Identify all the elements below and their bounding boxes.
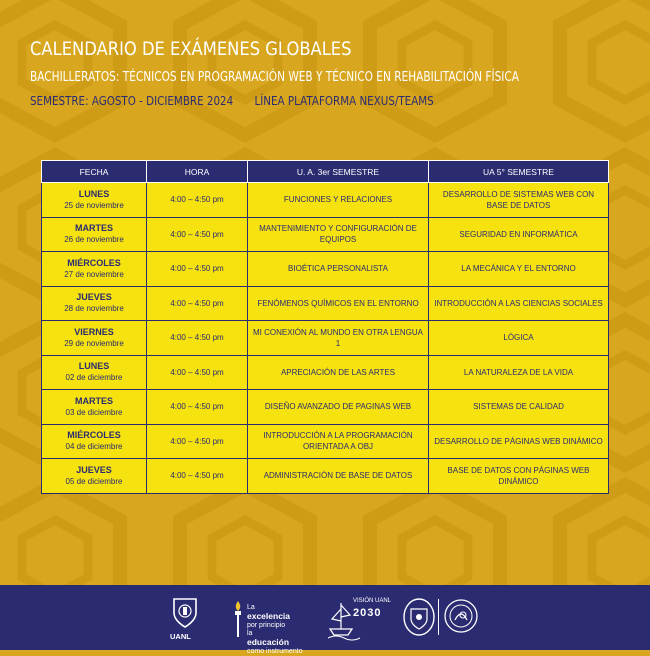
date-label: 29 de noviembre xyxy=(64,338,124,348)
day-label: JUEVES xyxy=(76,292,112,303)
logo-divider xyxy=(438,599,439,635)
time-cell: 4:00 – 4:50 pm xyxy=(147,390,248,425)
ua5-cell: SISTEMAS DE CALIDAD xyxy=(429,390,609,425)
vision-year: 2030 xyxy=(353,607,382,619)
institution-seal-icon xyxy=(402,597,436,637)
time-cell: 4:00 – 4:50 pm xyxy=(147,355,248,390)
motto-line: excelencia xyxy=(247,611,291,621)
date-cell xyxy=(42,424,147,459)
table-header-row xyxy=(42,161,609,183)
table-row xyxy=(42,252,609,287)
motto-line: por principio xyxy=(247,622,286,629)
date-cell xyxy=(42,252,147,287)
date-cell xyxy=(42,390,147,425)
day-label: VIERNES xyxy=(74,326,114,337)
motto-line: como instrumento xyxy=(247,648,303,655)
time-cell: 4:00 – 4:50 pm xyxy=(147,286,248,321)
page-subtitle: BACHILLERATOS: TÉCNICOS EN PROGRAMACIÓN WEB Y TÉCNICO EN REHABILITACIÓN FÍSICA xyxy=(30,70,519,85)
motto-line: La xyxy=(247,604,255,611)
date-label: 25 de noviembre xyxy=(64,200,124,210)
time-cell: 4:00 – 4:50 pm xyxy=(147,252,248,287)
time-cell: 4:00 – 4:50 pm xyxy=(147,183,248,218)
header-fecha: FECHA xyxy=(42,161,147,183)
day-label: MIÉRCOLES xyxy=(67,257,121,268)
ua5-cell: LA MECÁNICA Y EL ENTORNO xyxy=(429,252,609,287)
time-cell: 4:00 – 4:50 pm xyxy=(147,217,248,252)
torch-icon xyxy=(232,599,244,639)
header-ua-5-semestre: UA 5° SEMESTRE xyxy=(429,161,609,183)
ua5-cell: SEGURIDAD EN INFORMÁTICA xyxy=(429,217,609,252)
day-label: JUEVES xyxy=(76,464,112,475)
ua3-cell: APRECIACIÓN DE LAS ARTES xyxy=(248,355,429,390)
date-cell xyxy=(42,321,147,356)
day-label: MARTES xyxy=(75,223,113,234)
time-cell: 4:00 – 4:50 pm xyxy=(147,321,248,356)
motto-line: la xyxy=(247,630,253,637)
ua3-cell: MANTENIMIENTO Y CONFIGURACIÓN DE EQUIPOS xyxy=(248,217,429,252)
time-cell: 4:00 – 4:50 pm xyxy=(147,459,248,494)
exam-schedule-table xyxy=(41,160,609,494)
school-circle-icon xyxy=(443,598,479,634)
date-label: 27 de noviembre xyxy=(64,269,124,279)
date-cell xyxy=(42,286,147,321)
table-row xyxy=(42,390,609,425)
ua3-cell: FENÓMENOS QUÍMICOS EN EL ENTORNO xyxy=(248,286,429,321)
ua5-cell: DESARROLLO DE SISTEMAS WEB CON BASE DE DATOS xyxy=(429,183,609,218)
header-ua-3er-semestre: U. A. 3er SEMESTRE xyxy=(248,161,429,183)
semester-line xyxy=(30,93,531,108)
ua3-cell: ADMINISTRACIÓN DE BASE DE DATOS xyxy=(248,459,429,494)
ua3-cell: MI CONEXIÓN AL MUNDO EN OTRA LENGUA 1 xyxy=(248,321,429,356)
uanl-shield-icon xyxy=(172,597,198,629)
table-row xyxy=(42,217,609,252)
date-label: 02 de diciembre xyxy=(65,373,123,383)
semester-label: SEMESTRE: AGOSTO - DICIEMBRE 2024 xyxy=(30,93,234,108)
date-label: 05 de diciembre xyxy=(65,476,123,486)
ua3-cell: FUNCIONES Y RELACIONES xyxy=(248,183,429,218)
uanl-motto xyxy=(247,604,303,656)
ua3-cell: DISEÑO AVANZADO DE PAGINAS WEB xyxy=(248,390,429,425)
date-cell xyxy=(42,183,147,218)
footer-logo-bar xyxy=(0,585,650,655)
date-label: 03 de diciembre xyxy=(65,407,123,417)
date-label: 04 de diciembre xyxy=(65,442,123,452)
ua5-cell: BASE DE DATOS CON PÁGINAS WEB DINÁMICO xyxy=(429,459,609,494)
table-row xyxy=(42,286,609,321)
time-cell: 4:00 – 4:50 pm xyxy=(147,424,248,459)
ua3-cell: BIOÉTICA PERSONALISTA xyxy=(248,252,429,287)
date-label: 28 de noviembre xyxy=(64,304,124,314)
table-row xyxy=(42,459,609,494)
platform-label: LÍNEA PLATAFORMA NEXUS/TEAMS xyxy=(254,93,434,108)
day-label: LUNES xyxy=(78,361,110,372)
motto-line: educación xyxy=(247,637,290,647)
table-row xyxy=(42,321,609,356)
date-cell xyxy=(42,217,147,252)
ua5-cell: DESARROLLO DE PÁGINAS WEB DINÁMICO xyxy=(429,424,609,459)
table-row xyxy=(42,424,609,459)
ua3-cell: INTRODUCCIÓN A LA PROGRAMACIÓN ORIENTADA A OBJ xyxy=(248,424,429,459)
date-cell xyxy=(42,459,147,494)
ua5-cell: LA NATURALEZA DE LA VIDA xyxy=(429,355,609,390)
table-row xyxy=(42,183,609,218)
day-label: MIÉRCOLES xyxy=(67,430,121,441)
date-label: 26 de noviembre xyxy=(64,235,124,245)
table-row xyxy=(42,355,609,390)
ua5-cell: INTRODUCCIÓN A LAS CIENCIAS SOCIALES xyxy=(429,286,609,321)
ua5-cell: LÓGICA xyxy=(429,321,609,356)
header xyxy=(30,38,641,108)
vision-label: VISIÓN UANL xyxy=(353,598,392,604)
uanl-label: UANL xyxy=(170,632,191,641)
day-label: LUNES xyxy=(78,188,110,199)
day-label: MARTES xyxy=(75,395,113,406)
header-hora: HORA xyxy=(147,161,248,183)
date-cell xyxy=(42,355,147,390)
page-title: CALENDARIO DE EXÁMENES GLOBALES xyxy=(30,38,352,60)
